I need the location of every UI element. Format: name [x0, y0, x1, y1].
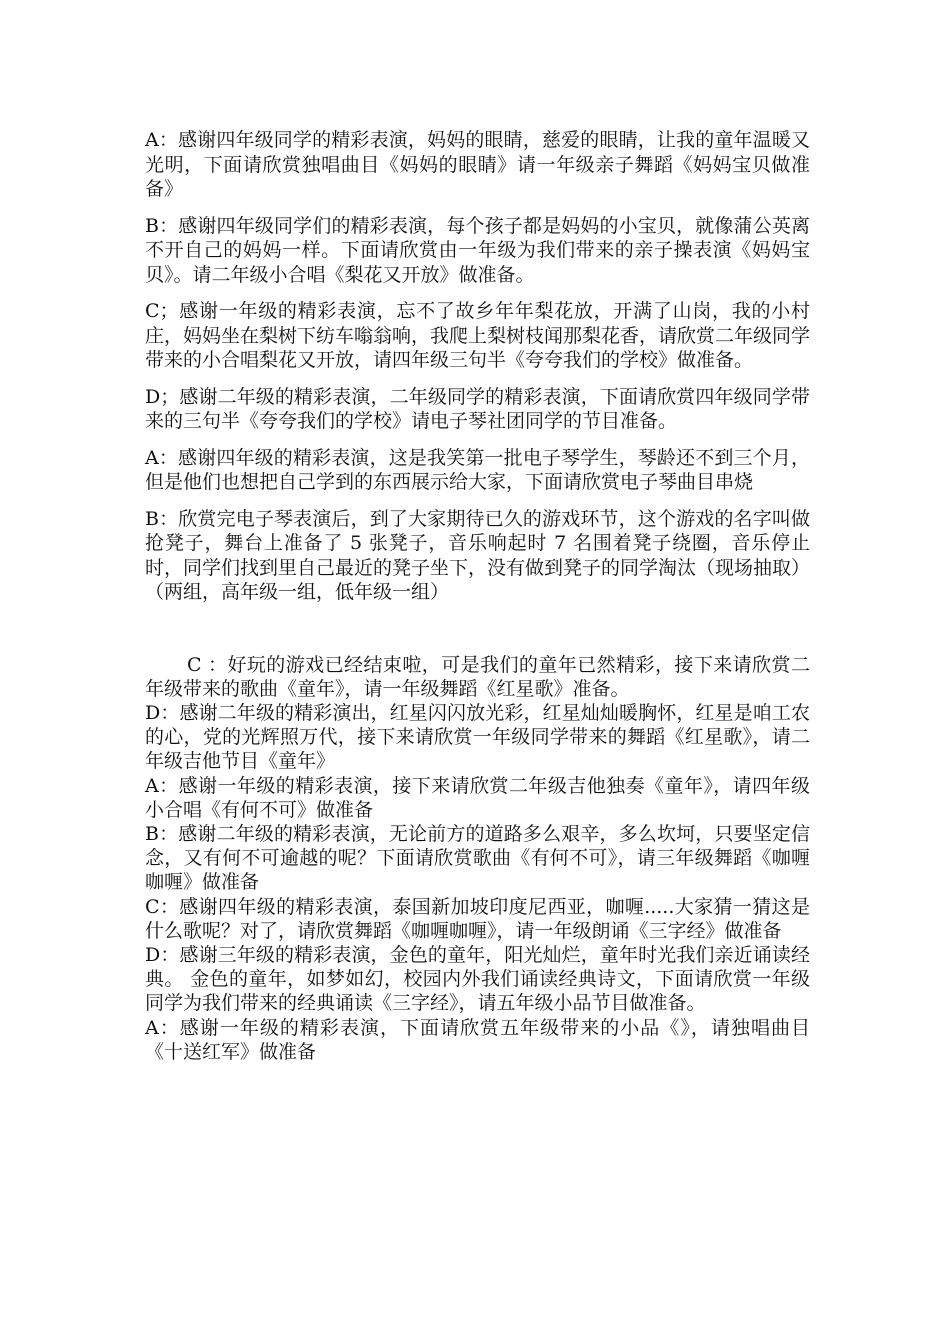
- script-line-c-1: C；感谢一年级的精彩表演，忘不了故乡年年梨花放，开满了山岗，我的小村庄，妈妈坐在梨树下纺车嗡翁响，我爬上梨树枝闻那梨花香，请欣赏二年级同学带来的小合唱梨花又开放，请四年级三句半《夸夸我们的学校》做准备。: [145, 300, 811, 371]
- script-line-a-3: A：感谢一年级的精彩表演，接下来请欣赏二年级吉他独奏《童年》，请四年级小合唱《有何不可》做准备: [145, 774, 810, 821]
- document-body: [145, 128, 810, 1064]
- script-line-a-4: A：感谢一年级的精彩表演，下面请欣赏五年级带来的小品《》，请独唱曲目《十送红军》做准备: [145, 1016, 810, 1063]
- script-line-b-3: B：感谢二年级的精彩表演，无论前方的道路多么艰辛，多么坎坷，只要坚定信念，又有何不可逾越的呢？下面请欣赏歌曲《有何不可》，请三年级舞蹈《咖喱咖喱》做准备: [145, 822, 810, 894]
- script-line-d-1: D；感谢二年级的精彩表演，二年级同学的精彩表演，下面请欣赏四年级同学带来的三句半《夸夸我们的学校》请电子琴社团同学的节目准备。: [145, 385, 810, 432]
- script-line-a-1: A：感谢四年级同学的精彩表演，妈妈的眼睛，慈爱的眼睛，让我的童年温暖又光明，下面请欣赏独唱曲目《妈妈的眼睛》请一年级亲子舞蹈《妈妈宝贝做准备》: [145, 129, 810, 200]
- script-line-b-1: B：感谢四年级同学们的精彩表演，每个孩子都是妈妈的小宝贝，就像蒲公英离不开自己的妈妈一样。下面请欣赏由一年级为我们带来的亲子操表演《妈妈宝贝》。请二年级小合唱《梨花又开放》做准备。: [145, 214, 810, 286]
- script-line-c-3: C：感谢四年级的精彩表演，泰国新加坡印度尼西亚，咖喱.....大家猜一猜这是什么歌呢？对了，请欣赏舞蹈《咖喱咖喱》，请一年级朗诵《三字经》做准备: [145, 895, 810, 942]
- section-spacer: [145, 617, 810, 653]
- script-line-b-2: B：欣赏完电子琴表演后，到了大家期待已久的游戏环节，这个游戏的名字叫做抢凳子，舞台上准备了 5 张凳子，音乐响起时 7 名围着凳子绕圈，音乐停止时，同学们找到里自己最近的凳子坐下，没有做到凳子的同学淘汰（现场抽取）（两组，高年级一组，低年级一组）: [145, 507, 811, 603]
- script-line-a-2: A：感谢四年级的精彩表演，这是我笑第一批电子琴学生，琴龄还不到三个月，但是他们也想把自己学到的东西展示给大家，下面请欣赏电子琴曲目串烧: [145, 446, 810, 493]
- script-line-c-2: C ：好玩的游戏已经结束啦，可是我们的童年已然精彩，接下来请欣赏二年级带来的歌曲《童年》，请一年级舞蹈《红星歌》准备。: [145, 653, 810, 700]
- script-line-d-2: D：感谢二年级的精彩演出，红星闪闪放光彩，红星灿灿暖胸怀，红星是咱工农的心，党的光辉照万代，接下来请欣赏一年级同学带来的舞蹈《红星歌》，请二年级吉他节目《童年》: [145, 701, 810, 773]
- script-line-d-3: D：感谢三年级的精彩表演，金色的童年，阳光灿烂，童年时光我们亲近诵读经典。 金色的童年，如梦如幻，校园内外我们诵读经典诗文，下面请欣赏一年级同学为我们带来的经典诵读《三字经》，请五年级小品节目做准备。: [145, 943, 810, 1015]
